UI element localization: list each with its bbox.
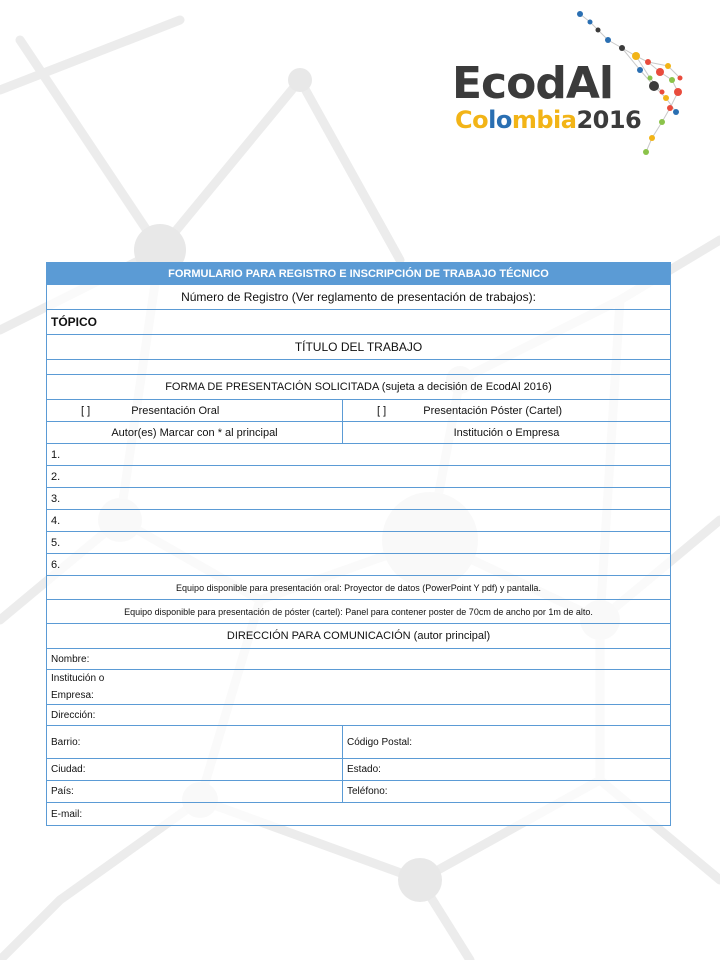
ciudad-field[interactable]: Ciudad: bbox=[47, 759, 343, 781]
titulo-row bbox=[47, 335, 671, 360]
form-header: FORMULARIO PARA REGISTRO E INSCRIPCIÓN DE TRABAJO TÉCNICO bbox=[47, 263, 671, 285]
poster-label: Presentación Póster (Cartel) bbox=[423, 404, 563, 417]
author-4[interactable]: 4. bbox=[47, 510, 671, 532]
poster-checkbox[interactable]: [ ] bbox=[377, 404, 387, 417]
direccion-row bbox=[47, 705, 671, 726]
direccion-title: DIRECCIÓN PARA COMUNICACIÓN (autor principal) bbox=[47, 624, 671, 649]
author-3[interactable]: 3. bbox=[47, 488, 671, 510]
forma-title: FORMA DE PRESENTACIÓN SOLICITADA (sujeta a decisión de EcodAl 2016) bbox=[47, 375, 671, 400]
equipo-poster-note: Equipo disponible para presentación de póster (cartel): Panel para contener poster de 70cm de ancho por 1m de alto. bbox=[47, 600, 671, 624]
blank-cell[interactable] bbox=[47, 360, 671, 375]
institucion-label: Institución o bbox=[51, 673, 105, 684]
empresa-label: Empresa: bbox=[51, 690, 94, 701]
topico-row bbox=[47, 310, 671, 335]
institucion-field[interactable] bbox=[47, 670, 671, 705]
registration-form bbox=[46, 262, 671, 826]
oral-option[interactable] bbox=[47, 400, 343, 422]
institution-header: Institución o Empresa bbox=[343, 422, 671, 444]
author-2[interactable]: 2. bbox=[47, 466, 671, 488]
authors-header-row bbox=[47, 422, 671, 444]
poster-option[interactable] bbox=[343, 400, 671, 422]
forma-row bbox=[47, 375, 671, 400]
blank-row bbox=[47, 360, 671, 375]
author-row bbox=[47, 532, 671, 554]
ciudad-row bbox=[47, 759, 671, 781]
barrio-field[interactable]: Barrio: bbox=[47, 726, 343, 759]
author-6[interactable]: 6. bbox=[47, 554, 671, 576]
equipo-oral-note: Equipo disponible para presentación oral: Proyector de datos (PowerPoint Y pdf) y pantalla. bbox=[47, 576, 671, 600]
author-row bbox=[47, 510, 671, 532]
oral-checkbox[interactable]: [ ] bbox=[81, 404, 91, 417]
author-row bbox=[47, 466, 671, 488]
nombre-row bbox=[47, 649, 671, 670]
topico-field[interactable]: TÓPICO bbox=[47, 310, 671, 335]
titulo-field[interactable]: TÍTULO DEL TRABAJO bbox=[47, 335, 671, 360]
registro-field[interactable]: Número de Registro (Ver reglamento de presentación de trabajos): bbox=[47, 285, 671, 310]
logo-subtitle-lo: lo bbox=[488, 106, 512, 134]
logo-subtitle-mbia: mbia bbox=[511, 106, 577, 134]
author-5[interactable]: 5. bbox=[47, 532, 671, 554]
nombre-field[interactable]: Nombre: bbox=[47, 649, 671, 670]
author-1[interactable]: 1. bbox=[47, 444, 671, 466]
equipo-oral-row bbox=[47, 576, 671, 600]
logo-subtitle-co: Co bbox=[455, 106, 489, 134]
presentation-options-row bbox=[47, 400, 671, 422]
barrio-row bbox=[47, 726, 671, 759]
equipo-poster-row bbox=[47, 600, 671, 624]
author-row bbox=[47, 488, 671, 510]
logo-subtitle bbox=[455, 108, 641, 132]
logo-title: EcodAl bbox=[452, 58, 613, 109]
registro-row bbox=[47, 285, 671, 310]
email-row bbox=[47, 803, 671, 826]
email-field[interactable]: E-mail: bbox=[47, 803, 671, 826]
estado-field[interactable]: Estado: bbox=[343, 759, 671, 781]
logo-subtitle-year: 2016 bbox=[576, 106, 642, 134]
direccion-field[interactable]: Dirección: bbox=[47, 705, 671, 726]
author-row bbox=[47, 554, 671, 576]
pais-row bbox=[47, 781, 671, 803]
authors-header: Autor(es) Marcar con * al principal bbox=[47, 422, 343, 444]
form-header-row bbox=[47, 263, 671, 285]
telefono-field[interactable]: Teléfono: bbox=[343, 781, 671, 803]
pais-field[interactable]: País: bbox=[47, 781, 343, 803]
institucion-row bbox=[47, 670, 671, 705]
direccion-title-row bbox=[47, 624, 671, 649]
codigo-postal-field[interactable]: Código Postal: bbox=[343, 726, 671, 759]
oral-label: Presentación Oral bbox=[131, 404, 220, 417]
author-row bbox=[47, 444, 671, 466]
